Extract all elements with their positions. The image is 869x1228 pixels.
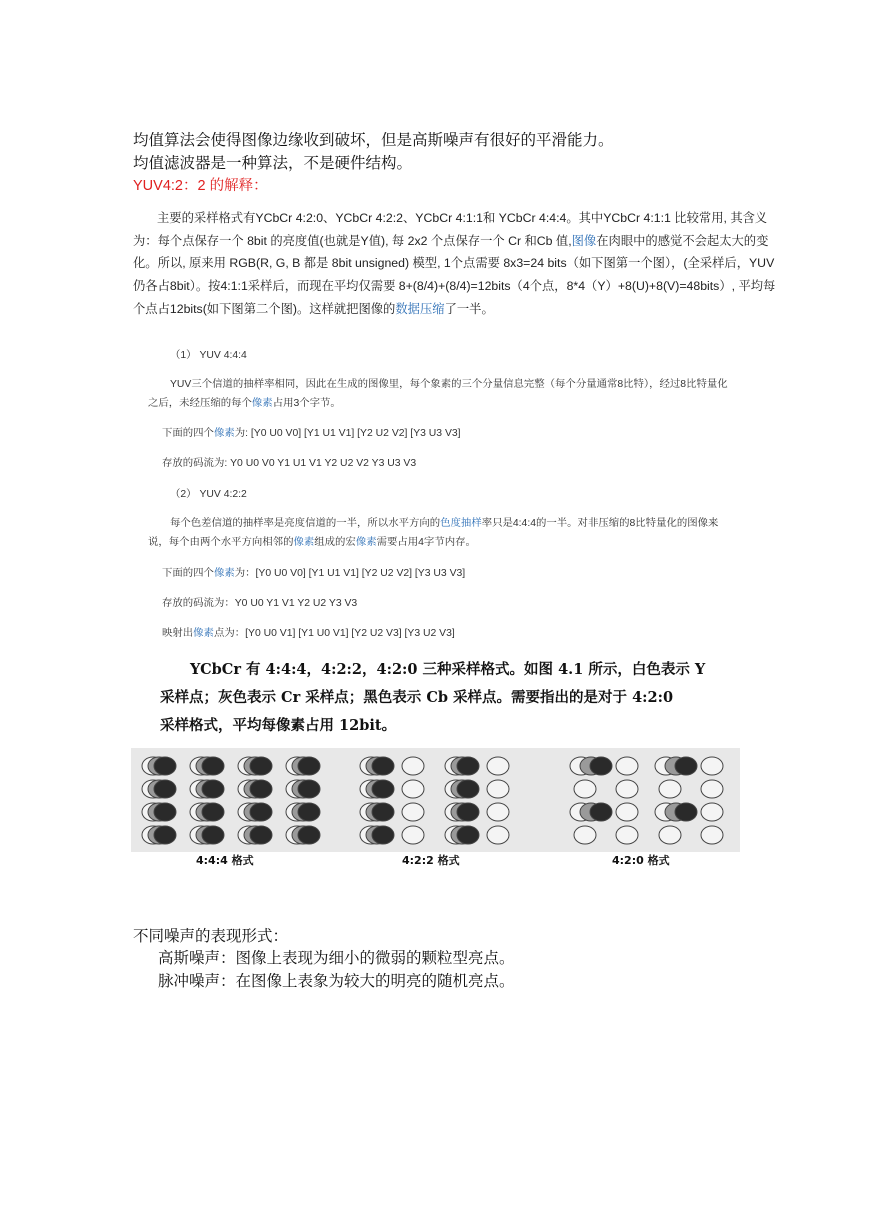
- sampling-figure: [131, 748, 740, 852]
- link-pixel[interactable]: 像素: [213, 428, 235, 439]
- cb-sample: [154, 826, 176, 844]
- cb-sample: [202, 757, 224, 775]
- yuv444-title: （1） YUV 4:4:4: [170, 350, 247, 361]
- cb-sample: [298, 780, 320, 798]
- link-data-compression[interactable]: 数据压缩: [395, 301, 445, 316]
- y-sample: [574, 780, 596, 798]
- cb-sample: [202, 826, 224, 844]
- caption-444: 4:4:4 格式: [196, 854, 254, 867]
- book-line-3: 采样格式，平均每像素占用 12bit。: [160, 717, 397, 734]
- cb-sample: [298, 826, 320, 844]
- book-line-2: 采样点；灰色表示 Cr 采样点；黑色表示 Cb 采样点。需要指出的是对于 4:2:0: [160, 689, 674, 706]
- cb-sample: [457, 780, 479, 798]
- y-sample: [402, 803, 424, 821]
- yuv422-stream: 存放的码流为：Y0 U0 Y1 V1 Y2 U2 Y3 V3: [162, 598, 358, 609]
- noise-impulse: 脉冲噪声：在图像上表象为较大的明亮的随机亮点。: [158, 972, 515, 990]
- para1-text-2: 在肉眼中的感觉不会起太大的变化。所以, 原来用 RGB(R, G, B 都是 8bit unsigned) 模型, 1个点需要 8x3=24 bits（如下图第一个图），(全采样后，YUV仍各占8bit）。按4:1:1采样后，而现在平均仅需要 8+(8/4)+(8/4)=12bits（4个点，8*4（Y）+8(U)+8(V)=48bits）, 平均每个点占12bits(如下图第二个图)。这样就把图像的: [133, 233, 776, 316]
- cb-sample: [298, 757, 320, 775]
- y-sample: [701, 780, 723, 798]
- cb-sample: [250, 826, 272, 844]
- yuv422-desc-2: 说，每个由两个水平方向相邻的像素组成的宏像素需要占用4字节内存。: [148, 537, 476, 548]
- cb-sample: [250, 803, 272, 821]
- y-sample: [402, 780, 424, 798]
- cb-sample: [154, 780, 176, 798]
- cb-sample: [372, 780, 394, 798]
- y-sample: [701, 826, 723, 844]
- y-sample: [574, 826, 596, 844]
- intro-line-2: 均值滤波器是一种算法，不是硬件结构。: [133, 154, 413, 172]
- cb-sample: [250, 757, 272, 775]
- cb-sample: [457, 757, 479, 775]
- para1-text-1: 主要的采样格式有YCbCr 4:2:0、YCbCr 4:2:2、YCbCr 4:1:1和 YCbCr 4:4:4。其中YCbCr 4:1:1 比较常用, 其含义为：每个点保存一个 8bit 的亮度值(也就是Y值), 每 2x2 个点保存一个 Cr 和Cb 值,: [133, 211, 768, 248]
- link-pixel[interactable]: 像素: [293, 537, 315, 548]
- book-excerpt: [160, 656, 780, 740]
- cb-sample: [675, 803, 697, 821]
- cb-sample: [372, 826, 394, 844]
- sampling-diagram: [131, 748, 740, 852]
- caption-420: 4:2:0 格式: [612, 854, 670, 867]
- cb-sample: [457, 826, 479, 844]
- link-pixel[interactable]: 像素: [355, 537, 377, 548]
- y-sample: [616, 826, 638, 844]
- cb-sample: [590, 803, 612, 821]
- cb-sample: [202, 780, 224, 798]
- yuv444-desc-2: 之后，未经压缩的每个像素占用3个字节。: [148, 398, 341, 409]
- para1-text-3: 了一半。: [444, 301, 494, 316]
- sampling-paragraph: [133, 207, 783, 321]
- y-sample: [487, 803, 509, 821]
- y-sample: [402, 757, 424, 775]
- cb-sample: [372, 803, 394, 821]
- y-sample: [659, 826, 681, 844]
- yuv422-title: （2） YUV 4:2:2: [170, 489, 247, 500]
- intro-line-1: 均值算法会使得图像边缘收到破坏，但是高斯噪声有很好的平滑能力。: [133, 131, 614, 149]
- link-pixel[interactable]: 像素: [251, 398, 273, 409]
- yuv-heading: YUV4:2：2 的解释：: [133, 178, 268, 194]
- link-chroma-sampling[interactable]: 色度抽样: [440, 518, 482, 529]
- noise-title: 不同噪声的表现形式：: [133, 927, 289, 945]
- y-sample: [616, 803, 638, 821]
- yuv422-desc-1: 每个色差信道的抽样率是亮度信道的一半，所以水平方向的色度抽样率只是4:4:4的一半。对非压缩的8比特量化的图像来: [170, 518, 719, 529]
- y-sample: [487, 780, 509, 798]
- y-sample: [616, 757, 638, 775]
- yuv444-pixels: 下面的四个像素为: [Y0 U0 V0] [Y1 U1 V1] [Y2 U2 V2] [Y3 U3 V3]: [162, 428, 461, 439]
- yuv444-stream: 存放的码流为: Y0 U0 V0 Y1 U1 V1 Y2 U2 V2 Y3 U3 V3: [162, 458, 417, 469]
- cb-sample: [202, 803, 224, 821]
- caption-422: 4:2:2 格式: [402, 854, 460, 867]
- noise-gauss: 高斯噪声：图像上表现为细小的微弱的颗粒型亮点。: [158, 949, 515, 967]
- cb-sample: [298, 803, 320, 821]
- cb-sample: [154, 803, 176, 821]
- cb-sample: [457, 803, 479, 821]
- cb-sample: [250, 780, 272, 798]
- yuv422-pixels: 下面的四个像素为：[Y0 U0 V0] [Y1 U1 V1] [Y2 U2 V2] [Y3 U3 V3]: [162, 568, 466, 579]
- yuv444-desc-1: YUV三个信道的抽样率相同，因此在生成的图像里，每个象素的三个分量信息完整（每个分量通常8比特），经过8比特量化: [170, 379, 728, 390]
- book-line-1: YCbCr 有 4:4:4，4:2:2，4:2:0 三种采样格式。如图 4.1 所示，白色表示 Y: [190, 661, 706, 678]
- y-sample: [659, 780, 681, 798]
- y-sample: [487, 826, 509, 844]
- link-pixel[interactable]: 像素: [213, 568, 235, 579]
- y-sample: [616, 780, 638, 798]
- y-sample: [701, 757, 723, 775]
- cb-sample: [590, 757, 612, 775]
- y-sample: [701, 803, 723, 821]
- cb-sample: [372, 757, 394, 775]
- link-pixel[interactable]: 像素: [193, 628, 214, 639]
- y-sample: [487, 757, 509, 775]
- cb-sample: [675, 757, 697, 775]
- cb-sample: [154, 757, 176, 775]
- y-sample: [402, 826, 424, 844]
- yuv422-map: 映射出像素点为：[Y0 U0 V1] [Y1 U0 V1] [Y2 U2 V3] [Y3 U2 V3]: [162, 628, 455, 639]
- link-image[interactable]: 图像: [571, 233, 597, 248]
